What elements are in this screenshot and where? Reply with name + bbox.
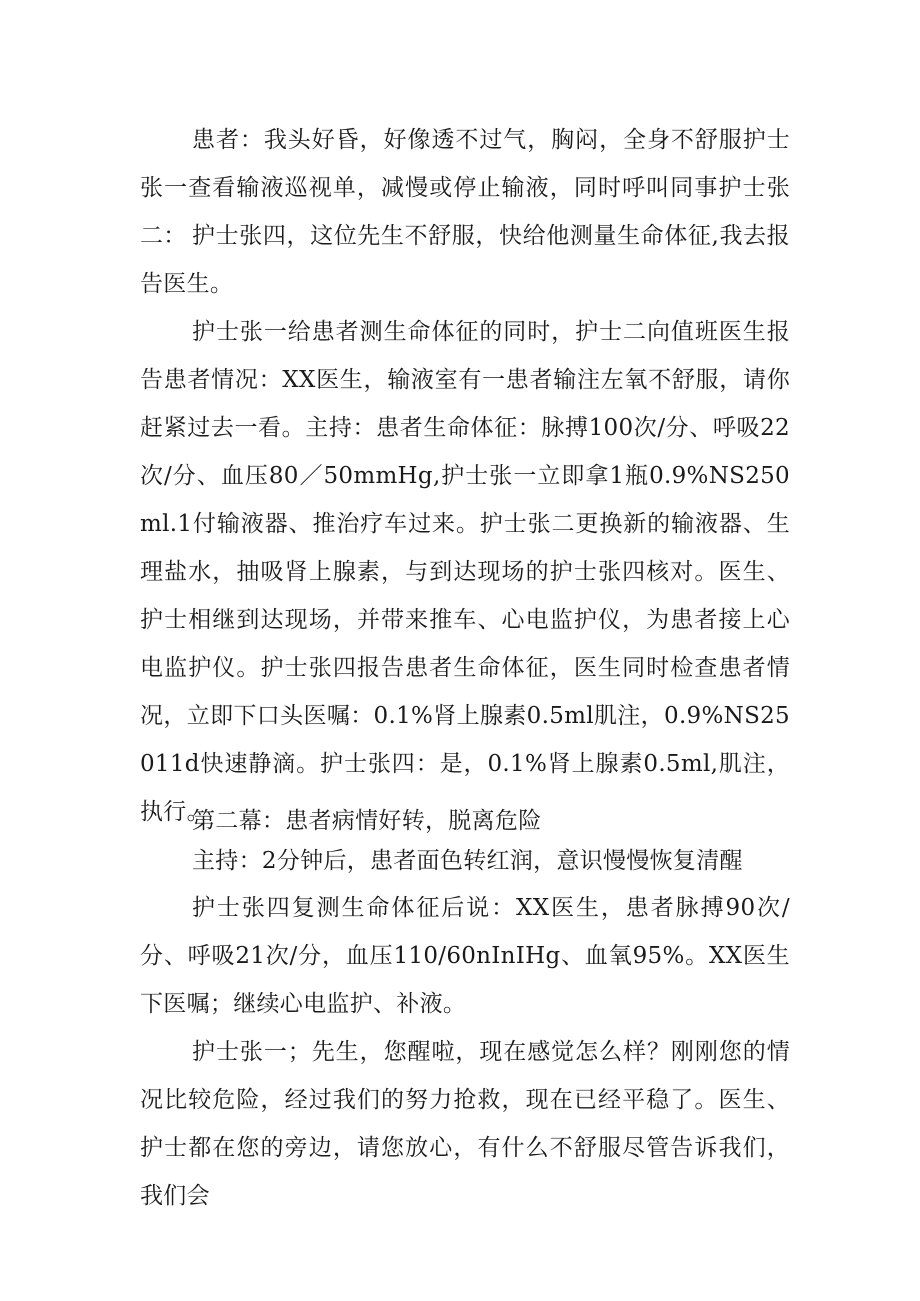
paragraph-act-two-heading: 第二幕：患者病情好转，脱离危险: [192, 808, 542, 834]
paragraph-nurse-instruction: 护士张四，这位先生不舒服，快给他测量生命体征,我去报告医生。: [140, 223, 790, 297]
paragraph-rescue-procedure: 护士张一给患者测生命体征的同时，护士二向值班医生报告患者情况：XX医生，输液室有一患者输注左氧不舒服，请你赶紧过去一看。主持：患者生命体征：脉搏100次/分、呼吸22次/分、血压80／50mmHg,护士张一立即拿1瓶0.9%NS250ml.1付输液器、推治疗车过来。护士张二更换新的输液器、生理盐水，抽吸肾上腺素，与到达现场的护士张四核对。医生、护士相继到达现场，并带来推车、心电监护仪，为患者接上心电监护仪。护士张四报告患者生命体征，医生同时检查患者情况，立即下口头医嘱：0.1%肾上腺素0.5ml肌注，0.9%NS25011d快速静滴。护士张四：是，0.1%肾上腺素0.5ml,肌注，执行。: [140, 319, 790, 825]
paragraph-vitals-recheck: 护士张四复测生命体征后说：XX医生，患者脉搏90次/分、呼吸21次/分，血压110/60nInIHg、血氧95%。XX医生下医嘱；继续心电监护、补液。: [140, 895, 790, 1017]
paragraph-host-narration: 主持：2分钟后，患者面色转红润，意识慢慢恢复清醒: [192, 848, 743, 874]
paragraph-nurse-reassurance: 护士张一；先生，您醒啦，现在感觉怎么样？刚刚您的情况比较危险，经过我们的努力抢救，现在已经平稳了。医生、护士都在您的旁边，请您放心，有什么不舒服尽管告诉我们，我们会: [140, 1039, 790, 1209]
paragraph-patient-complaint: 患者：我头好昏，好像透不过气，胸闷，全身不舒服护士张一查看输液巡视单，减慢或停止输液，同时呼叫同事护士张二：: [140, 127, 790, 249]
